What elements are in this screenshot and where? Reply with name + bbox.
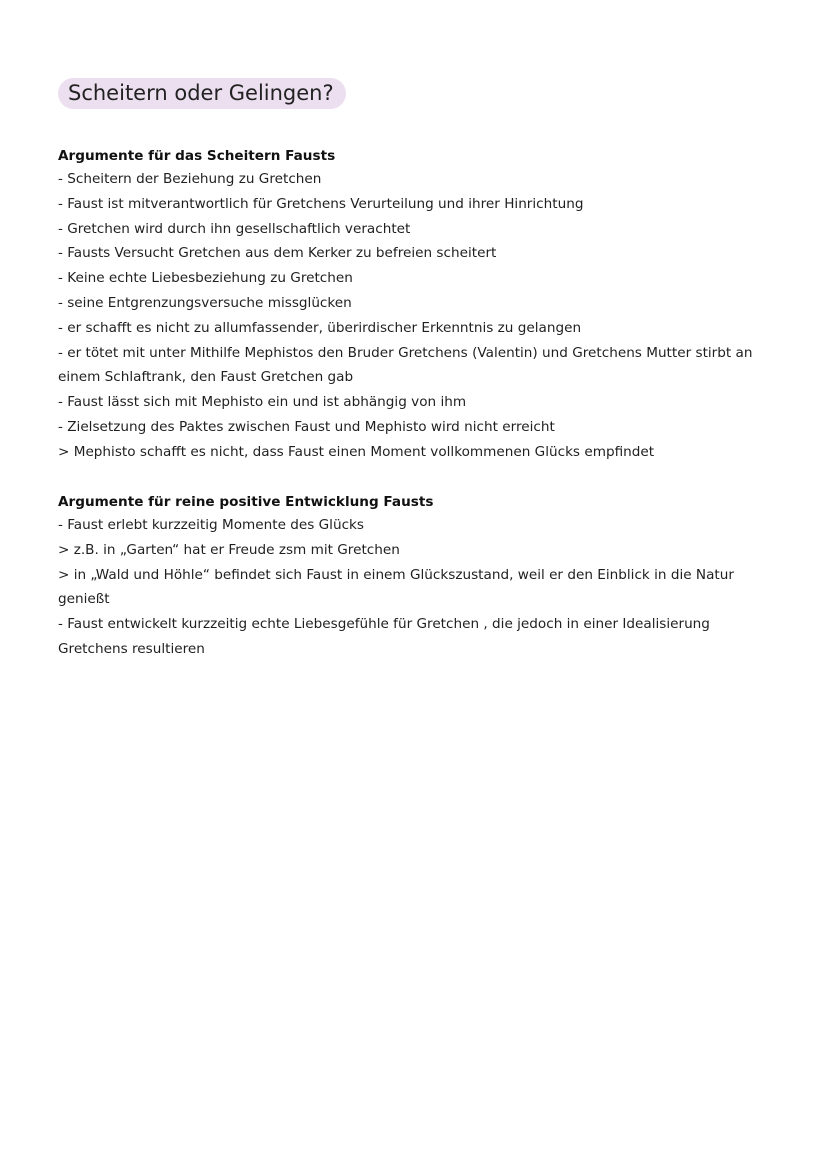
list-item: - er tötet mit unter Mithilfe Mephistos den Bruder Gretchens (Valentin) und Gretchens Mutter stirbt an [58,344,753,361]
list-item-continuation: einem Schlaftrank, den Faust Gretchen gab [58,369,354,386]
section-heading-failure: Argumente für das Scheitern Fausts [58,145,345,167]
list-item-continuation: Gretchens resultieren [58,640,205,657]
list-item: - Scheitern der Beziehung zu Gretchen [58,171,322,187]
list-item: - Faust ist mitverantwortlich für Gretchens Verurteilung und ihrer Hinrichtung [58,195,584,212]
section-heading-positive: Argumente für reine positive Entwicklung Fausts [58,491,443,513]
page-title: Scheitern oder Gelingen? [58,78,346,109]
list-item: - Faust entwickelt kurzzeitig echte Liebesgefühle für Gretchen , die jedoch in einer Idealisierung [58,616,710,633]
positive-arguments-list [58,513,778,662]
section-failure [58,145,778,465]
list-item: - Faust lässt sich mit Mephisto ein und ist abhängig von ihm [58,394,467,411]
list-item: - er schafft es nicht zu allumfassender, überirdischer Erkenntnis zu gelangen [58,319,582,336]
list-item: - Faust erlebt kurzzeitig Momente des Glücks [58,517,365,533]
list-item: - seine Entgrenzungsversuche missglücken [58,294,352,311]
section-positive [58,491,778,662]
failure-arguments-list [58,167,778,465]
list-item: - Gretchen wird durch ihn gesellschaftlich verachtet [58,220,411,237]
list-item-continuation: genießt [58,591,110,608]
list-item: - Zielsetzung des Paktes zwischen Faust und Mephisto wird nicht erreicht [58,418,555,435]
title-container [58,64,346,123]
list-item: > in „Wald und Höhle“ befindet sich Faust in einem Glückszustand, weil er den Einblick in die Natur [58,566,734,583]
list-item: - Keine echte Liebesbeziehung zu Gretchen [58,270,353,287]
list-item: > z.B. in „Garten“ hat er Freude zsm mit Gretchen [58,541,400,558]
list-item: - Fausts Versucht Gretchen aus dem Kerker zu befreien scheitert [58,245,497,262]
list-item: > Mephisto schafft es nicht, dass Faust einen Moment vollkommenen Glücks empfindet [58,443,655,460]
